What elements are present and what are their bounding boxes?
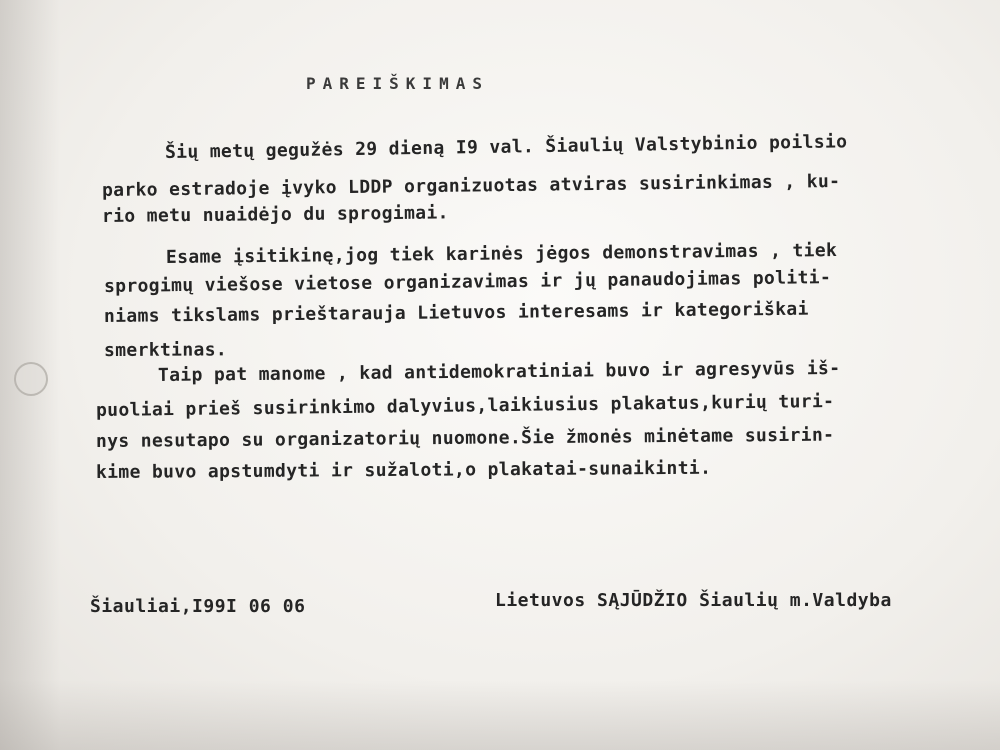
body-line-3: rio metu nuaidėjo du sprogimai. xyxy=(101,202,449,227)
body-line-1: Šių metų gegužės 29 dieną I9 val. Šiaulių Valstybinio poilsio xyxy=(164,131,848,163)
body-line-8: Taip pat manome , kad antidemokratiniai buvo ir agresyvūs iš- xyxy=(157,357,841,386)
document-title: PAREIŠKIMAS xyxy=(306,74,489,93)
page-shadow-bottom xyxy=(0,680,1000,750)
body-line-5: sprogimų viešose vietose organizavimas ir jų panaudojimas politi- xyxy=(103,267,832,297)
body-line-6: niams tikslams prieštarauja Lietuvos interesams ir kategoriškai xyxy=(103,298,809,327)
body-line-11: kime buvo apstumdyti ir sužaloti,o plakatai-sunaikinti. xyxy=(95,457,712,483)
body-line-4: Esame įsitikinę,jog tiek karinės jėgos demonstravimas , tiek xyxy=(165,239,838,268)
place-and-date: Šiauliai,I99I 06 06 xyxy=(90,596,306,617)
signature: Lietuvos SĄJŪDŽIO Šiaulių m.Valdyba xyxy=(495,590,892,611)
body-line-9: puoliai prieš susirinkimo dalyvius,laikiusius plakatus,kurių turi- xyxy=(95,390,835,421)
body-line-7: smerktinas. xyxy=(103,339,228,361)
body-line-2: parko estradoje įvyko LDDP organizuotas atviras susirinkimas , ku- xyxy=(101,170,841,201)
body-line-10: nys nesutapo su organizatorių nuomone.Šie žmonės minėtame susirin- xyxy=(95,424,835,452)
punch-hole xyxy=(14,362,48,396)
